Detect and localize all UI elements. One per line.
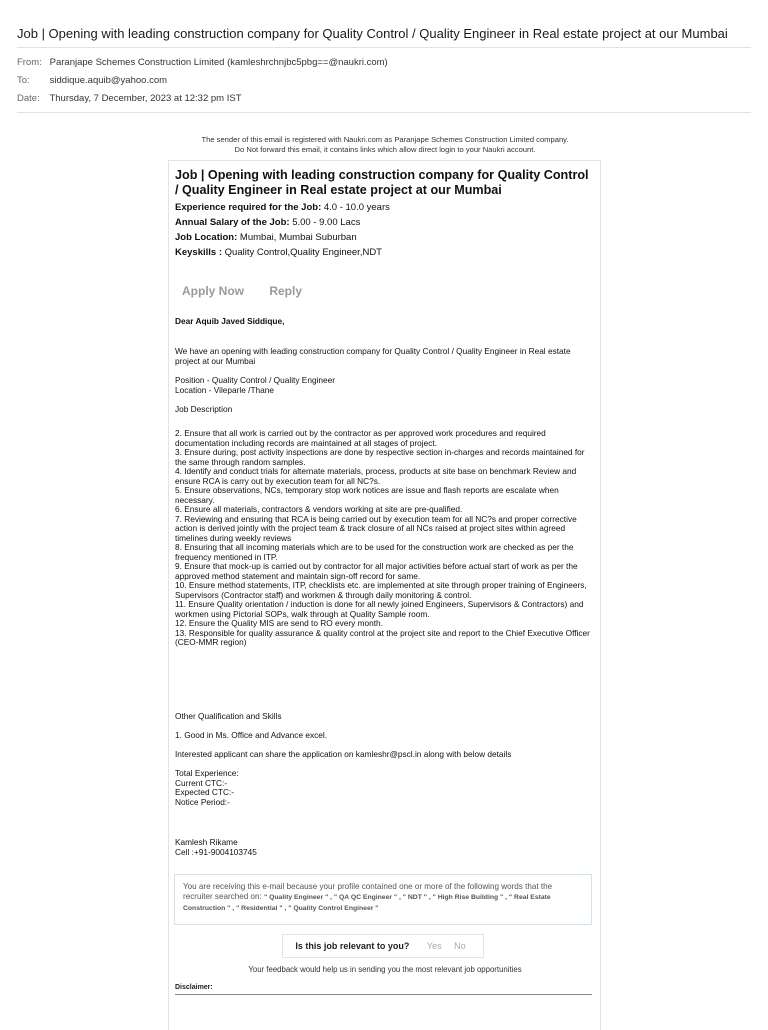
action-buttons	[182, 284, 324, 298]
location-label: Job Location:	[175, 232, 238, 243]
experience-label: Experience required for the Job:	[175, 202, 322, 213]
from-row	[17, 57, 388, 68]
list-item: 11. Ensure Quality orientation / induction is done for all newly joined Engineers, Supervisors & Contractors) and workmen using Pictorial SOPs, walk through at Quality Sample room.	[175, 599, 584, 619]
header-divider	[17, 47, 751, 48]
notice-period: Notice Period:-	[175, 796, 230, 807]
greeting: Dear Aquib Javed Siddique,	[175, 316, 285, 326]
apply-now-button[interactable]: Apply Now	[182, 284, 244, 298]
to-label: To:	[17, 75, 30, 86]
salary-label: Annual Salary of the Job:	[175, 217, 290, 228]
list-item: 13. Responsible for quality assurance & quality control at the project site and report to the Chief Executive Officer (CEO-MMR region)	[175, 627, 590, 647]
list-item: 4. Identify and conduct trials for alternate materials, process, products at site base on benchmark Review and ensure RCA is carry out by execution team for all NC?s.	[175, 466, 577, 486]
email-subject: Job | Opening with leading construction company for Quality Control / Quality Engineer in Real estate project at our Mumbai	[17, 26, 728, 41]
location-value: Mumbai, Mumbai Suburban	[239, 232, 357, 243]
from-label: From:	[17, 57, 42, 68]
no-button[interactable]: No	[454, 941, 466, 951]
notice-line-2: Do Not forward this email, it contains links which allow direct login to your Naukri account.	[234, 145, 536, 154]
keyskills-value: Quality Control,Quality Engineer,NDT	[224, 247, 382, 258]
disclaimer-label: Disclaimer:	[175, 984, 213, 991]
job-title: Job | Opening with leading construction company for Quality Control / Quality Engineer in Real estate project at our Mumbai	[175, 168, 589, 197]
list-item: 7. Reviewing and ensuring that RCA is being carried out by execution team for all NC?s and proper corrective action is derived jointly with the project team & track closure of all NCs raised at project sites within agreed timelines during weekly reviews	[175, 513, 577, 543]
intro-paragraph: We have an opening with leading construction company for Quality Control / Quality Engineer in Real estate project at our Mumbai	[175, 346, 571, 366]
other-item-1: 1. Good in Ms. Office and Advance excel.	[175, 730, 328, 740]
keywords-notice-box	[174, 874, 592, 925]
meta-divider	[17, 112, 751, 113]
relevance-question: Is this job relevant to you?	[295, 941, 410, 951]
experience-value: 4.0 - 10.0 years	[323, 202, 390, 213]
list-item: 9. Ensure that mock-up is carried out by contractor for all major activities before actual start of work as per the approved method statement and maintain sign-off record for same.	[175, 561, 578, 581]
notice-line-1: The sender of this email is registered with Naukri.com as Paranjape Schemes Construction Limited company.	[201, 135, 569, 144]
search-keywords: " Quality Engineer " , " QA QC Engineer " , " NDT " , " High Rise Building " , " Real Estate Construction " , " Residential " , " Quality Control Engineer "	[183, 894, 551, 912]
experience-row	[175, 202, 390, 213]
keyskills-row	[175, 247, 382, 258]
list-item: 10. Ensure method statements, ITP, checklists etc. are implemented at site through proper training of Engineers, Supervisors (Contractor staff) and workmen & through daily monitoring & control.	[175, 580, 587, 600]
expected-ctc: Expected CTC:-	[175, 787, 235, 797]
from-value[interactable]: Paranjape Schemes Construction Limited (kamleshrchnjbc5pbg==@naukri.com)	[49, 57, 388, 68]
to-value[interactable]: siddique.aquib@yahoo.com	[49, 75, 168, 86]
list-item: 12. Ensure the Quality MIS are send to RO every month.	[175, 618, 383, 628]
yes-button[interactable]: Yes	[426, 941, 442, 951]
other-heading: Other Qualification and Skills	[175, 711, 282, 721]
receiving-text: You are receiving this e-mail because your profile contained one or more of the following words that the recruiter searched on:	[183, 882, 553, 901]
signature-block	[175, 838, 595, 857]
list-item: 2. Ensure that all work is carried out by the contractor as per approved work procedures and required documentation including records are maintained at all stages of project.	[175, 428, 546, 448]
position-block	[175, 376, 595, 395]
disclaimer-divider	[175, 994, 592, 995]
total-experience: Total Experience:	[175, 768, 239, 778]
feedback-text: Your feedback would help us in sending you the most relevant job opportunities	[248, 965, 522, 974]
signature-name: Kamlesh Rikame	[175, 837, 238, 847]
list-item: 6. Ensure all materials, contractors & vendors working at site are pre-qualified.	[175, 504, 463, 514]
responsibilities-list	[175, 429, 595, 648]
list-item: 5. Ensure observations, NCs, temporary stop work notices are issue and flash reports are escalate when necessary.	[175, 485, 559, 505]
to-row	[17, 75, 167, 86]
salary-value: 5.00 - 9.00 Lacs	[292, 217, 361, 228]
list-item: 8. Ensuring that all incoming materials which are to be used for the construction work are checked as per the frequency mentioned in ITP.	[175, 542, 574, 562]
current-ctc: Current CTC:-	[175, 777, 228, 788]
position-line: Position - Quality Control / Quality Engineer	[175, 375, 336, 385]
signature-cell: Cell :+91-9004103745	[175, 846, 257, 857]
jd-heading: Job Description	[175, 404, 233, 414]
reply-button[interactable]: Reply	[269, 284, 303, 298]
keyskills-label: Keyskills :	[175, 247, 222, 258]
location-line: Location - Vileparle /Thane	[175, 384, 275, 395]
sender-notice	[168, 135, 602, 155]
share-line: Interested applicant can share the application on kamleshr@pscl.in along with below details	[175, 749, 512, 759]
salary-row	[175, 217, 360, 228]
details-block	[175, 769, 595, 807]
date-value: Thursday, 7 December, 2023 at 12:32 pm IST	[49, 93, 242, 104]
date-row	[17, 93, 242, 104]
date-label: Date:	[17, 93, 40, 104]
list-item: 3. Ensure during, post activity inspections are done by respective section in-charges and records maintained for the same through random samples.	[175, 447, 585, 467]
relevance-box	[282, 934, 484, 958]
location-row	[175, 232, 357, 243]
